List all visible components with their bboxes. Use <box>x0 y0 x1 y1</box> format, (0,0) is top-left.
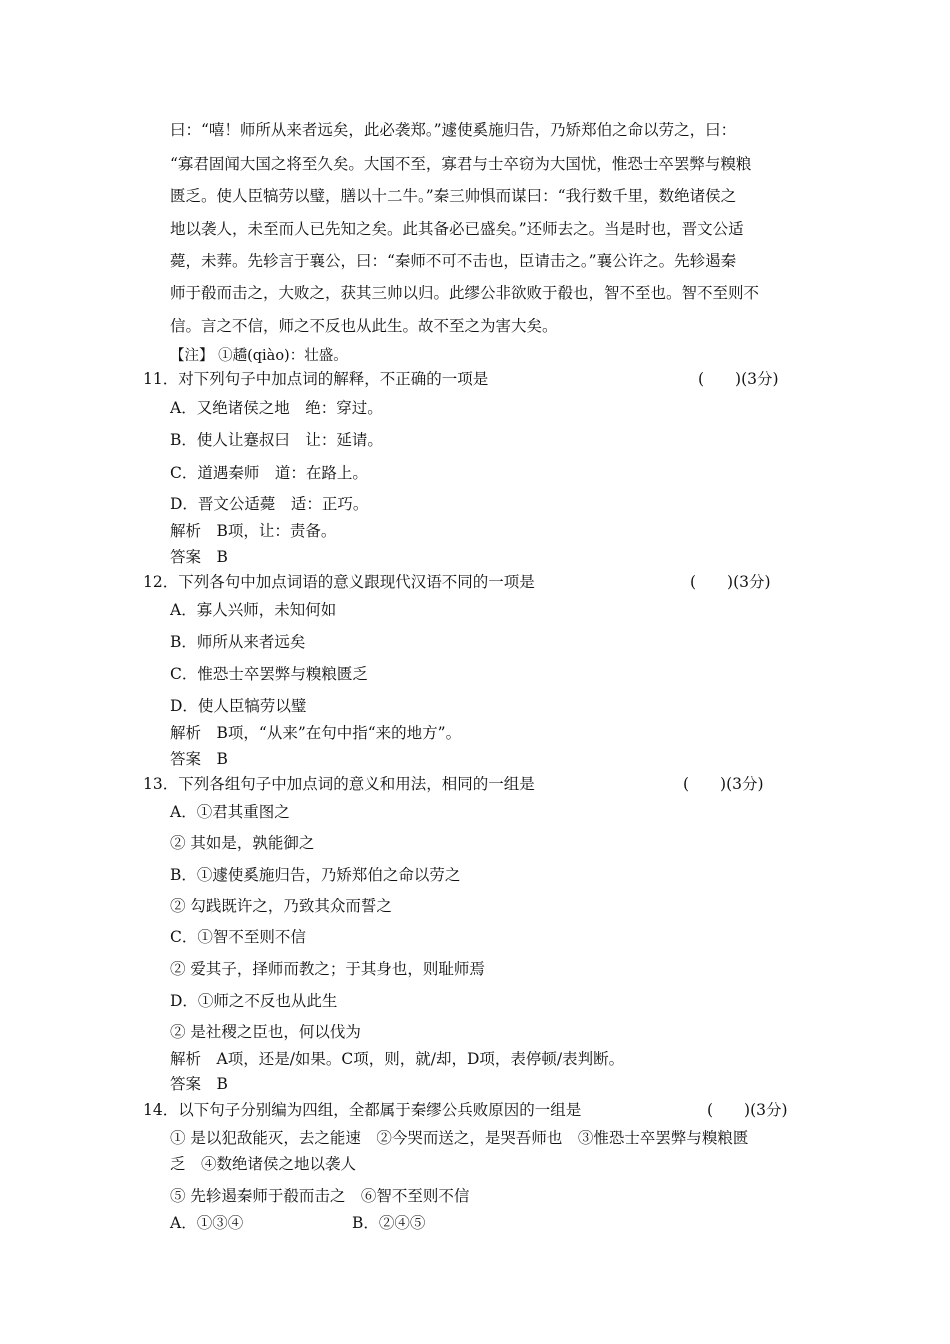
option: ② 是社稷之臣也，何以伐为 <box>170 1023 361 1041</box>
question-stem: 12．下列各句中加点词语的意义跟现代汉语不同的一项是 <box>143 573 535 591</box>
question-stem: 13．下列各组句子中加点词的意义和用法，相同的一组是 <box>143 775 535 793</box>
option: D．晋文公适薨 适：正巧。 <box>170 495 369 513</box>
question-score: ( )(3分) <box>683 775 764 793</box>
question-score: ( )(3分) <box>707 1101 788 1119</box>
option: A．①③④ <box>170 1214 244 1232</box>
answer: 答案 B <box>170 1075 228 1093</box>
option: D．①师之不反也从此生 <box>170 992 338 1010</box>
option: B．①遽使奚施归告，乃矫郑伯之命以劳之 <box>170 866 461 884</box>
option: ① 是以犯敌能灭，去之能速 ②今哭而送之，是哭吾师也 ③惟恐士卒罢弊与糗粮匮 <box>170 1129 749 1147</box>
analysis: 解析 B项，“从来”在句中指“来的地方”。 <box>170 724 462 742</box>
option: D．使人臣犒劳以璧 <box>170 697 307 715</box>
passage-line: 地以袭人，未至而人已先知之矣。此其备必已盛矣。”还师去之。当是时也，晋文公适 <box>170 220 744 238</box>
option: C．①智不至则不信 <box>170 928 306 946</box>
passage-line: 师于殽而击之，大败之，获其三帅以归。此缪公非欲败于殽也，智不至也。智不至则不 <box>170 284 760 302</box>
option: C．道遇秦师 道：在路上。 <box>170 464 368 482</box>
question-stem: 14．以下句子分别编为四组，全都属于秦缪公兵败原因的一组是 <box>143 1101 582 1119</box>
option: A．又绝诸侯之地 绝：穿过。 <box>170 399 383 417</box>
option: 乏 ④数绝诸侯之地以袭人 <box>170 1155 357 1173</box>
analysis: 解析 A项，还是/如果。C项，则，就/却，D项，表停顿/表判断。 <box>170 1050 625 1068</box>
option: A．寡人兴师，未知何如 <box>170 601 337 619</box>
passage-note: 【注】 ①趫(qiào)：壮盛。 <box>170 348 348 364</box>
option: ⑤ 先轸遏秦师于殽而击之 ⑥智不至则不信 <box>170 1187 470 1205</box>
passage-line: “寡君固闻大国之将至久矣。大国不至，寡君与士卒窃为大国忧，惟恐士卒罢弊与糗粮 <box>170 155 752 173</box>
analysis: 解析 B项，让：责备。 <box>170 522 337 540</box>
passage-line: 匮乏。使人臣犒劳以璧，膳以十二牛。”秦三帅惧而谋曰：“我行数千里，数绝诸侯之 <box>170 187 737 205</box>
option: B．使人让蹇叔曰 让：延请。 <box>170 431 383 449</box>
question-score: ( )(3分) <box>698 370 779 388</box>
answer: 答案 B <box>170 750 228 768</box>
question-stem: 11．对下列句子中加点词的解释，不正确的一项是 <box>143 370 489 388</box>
option: C．惟恐士卒罢弊与糗粮匮乏 <box>170 665 368 683</box>
option: A．①君其重图之 <box>170 803 290 821</box>
option: B．②④⑤ <box>352 1214 426 1232</box>
option: ② 其如是，孰能御之 <box>170 834 315 852</box>
passage-line: 薨，未葬。先轸言于襄公，曰：“秦师不可不击也，臣请击之。”襄公许之。先轸遏秦 <box>170 252 737 270</box>
answer: 答案 B <box>170 548 228 566</box>
option: B．师所从来者远矣 <box>170 633 306 651</box>
passage-line: 信。言之不信，师之不反也从此生。故不至之为害大矣。 <box>170 317 558 335</box>
option: ② 爱其子，择师而教之；于其身也，则耻师焉 <box>170 960 485 978</box>
passage-line: 曰：“嘻！师所从来者远矣，此必袭郑。”遽使奚施归告，乃矫郑伯之命以劳之，曰： <box>170 121 737 139</box>
question-score: ( )(3分) <box>690 573 771 591</box>
option: ② 勾践既许之，乃致其众而誓之 <box>170 897 392 915</box>
